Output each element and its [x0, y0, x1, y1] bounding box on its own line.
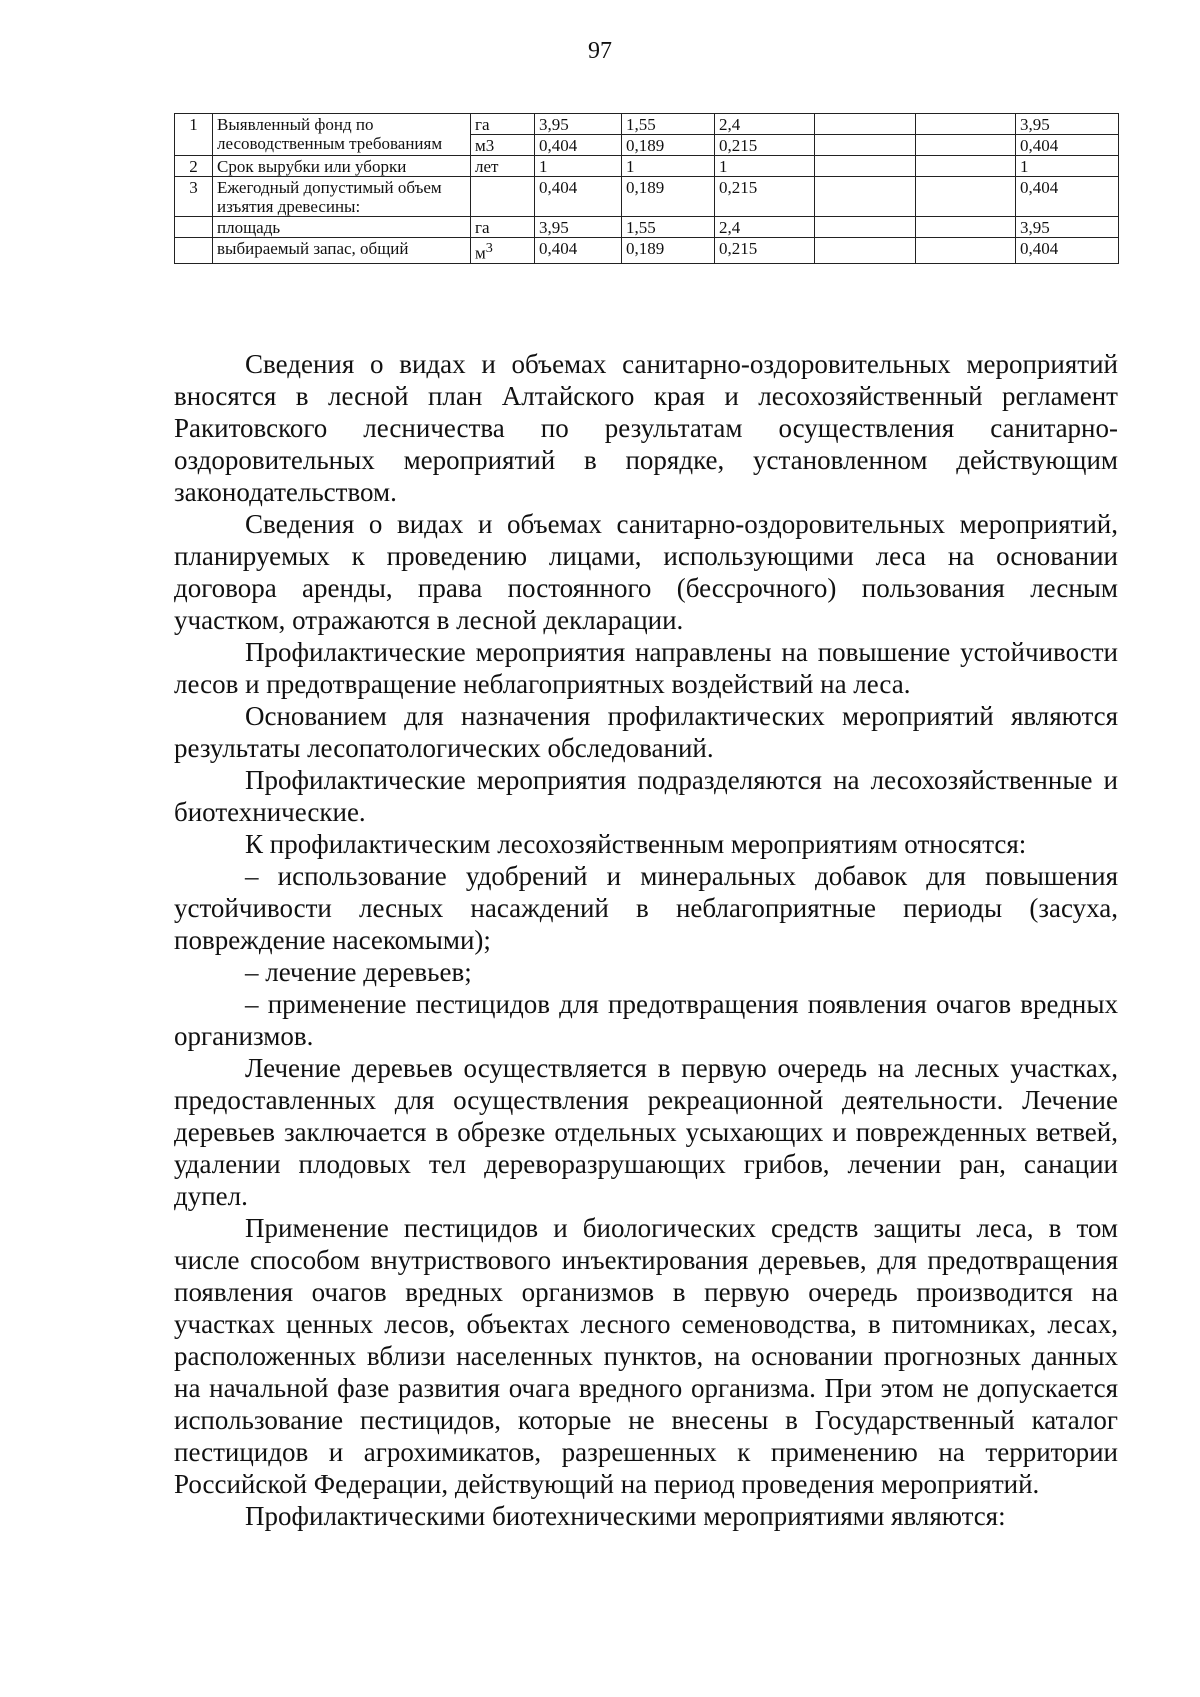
value-cell: 3,95 [535, 217, 622, 238]
value-cell: 1,55 [622, 114, 715, 135]
value-cell: 0,404 [1016, 135, 1119, 156]
paragraph: К профилактическим лесохозяйственным мероприятиям относятся: [245, 829, 1027, 859]
value-cell: 0,189 [622, 135, 715, 156]
table-row [175, 114, 1119, 135]
unit-cell: м3 [471, 135, 535, 156]
value-cell [916, 238, 1016, 264]
row-label: Срок вырубки или уборки [213, 156, 471, 177]
value-cell: 1 [715, 156, 815, 177]
unit-text: м [475, 243, 486, 263]
row-number [175, 238, 213, 264]
row-number: 1 [175, 114, 213, 156]
table-row [175, 156, 1119, 177]
page-number: 97 [588, 38, 612, 64]
row-number: 3 [175, 177, 213, 217]
table-row [175, 238, 1119, 264]
value-cell [916, 114, 1016, 135]
value-cell [815, 238, 916, 264]
value-cell [916, 156, 1016, 177]
unit-cell: лет [471, 156, 535, 177]
unit-cell [471, 238, 535, 264]
row-number [175, 217, 213, 238]
value-cell [815, 156, 916, 177]
value-cell: 0,189 [622, 177, 715, 217]
paragraph: Профилактические мероприятия направлены на повышение устойчивости лесов и предотвращение неблагоприятных воздействий на леса. [174, 637, 1118, 699]
value-cell: 0,404 [535, 177, 622, 217]
list-item: – использование удобрений и минеральных добавок для повышения устойчивости лесных насаждений в неблагоприятные периоды (засуха, повреждение насекомыми); [174, 861, 1118, 955]
value-cell: 0,215 [715, 135, 815, 156]
table-row [175, 217, 1119, 238]
paragraph: Лечение деревьев осуществляется в первую очередь на лесных участках, предоставленных для осуществления рекреационной деятельности. Лечение деревьев заключается в обрезке отдельных усыхающих и поврежденных ветвей, удалении плодовых тел дереворазрушающих грибов, лечении ран, санации дупел. [174, 1053, 1118, 1211]
value-cell: 1 [535, 156, 622, 177]
value-cell [916, 217, 1016, 238]
row-label: площадь [213, 217, 471, 238]
list-item: – применение пестицидов для предотвращения появления очагов вредных организмов. [174, 989, 1118, 1051]
row-label: выбираемый запас, общий [213, 238, 471, 264]
unit-superscript: 3 [485, 240, 493, 256]
value-cell: 0,189 [622, 238, 715, 264]
list-item: – лечение деревьев; [245, 957, 472, 987]
value-cell: 1,55 [622, 217, 715, 238]
value-cell: 3,95 [1016, 114, 1119, 135]
row-label: Выявленный фонд по лесоводственным требованиям [213, 114, 471, 156]
value-cell [815, 217, 916, 238]
unit-cell [471, 177, 535, 217]
value-cell: 0,404 [1016, 177, 1119, 217]
data-table [174, 113, 1119, 264]
paragraph: Сведения о видах и объемах санитарно-оздоровительных мероприятий, планируемых к проведению лицами, использующими леса на основании договора аренды, права постоянного (бессрочного) пользования лесным участком, отражаются в лесной декларации. [174, 509, 1118, 635]
value-cell: 3,95 [1016, 217, 1119, 238]
row-number: 2 [175, 156, 213, 177]
value-cell: 0,404 [535, 135, 622, 156]
paragraph: Профилактические мероприятия подразделяются на лесохозяйственные и биотехнические. [174, 765, 1118, 827]
unit-cell: га [471, 114, 535, 135]
value-cell: 0,404 [535, 238, 622, 264]
value-cell: 2,4 [715, 114, 815, 135]
value-cell: 1 [622, 156, 715, 177]
value-cell [815, 135, 916, 156]
table-row [175, 177, 1119, 217]
value-cell: 0,215 [715, 177, 815, 217]
value-cell: 0,215 [715, 238, 815, 264]
value-cell: 0,404 [1016, 238, 1119, 264]
value-cell: 3,95 [535, 114, 622, 135]
value-cell [916, 177, 1016, 217]
paragraph: Основанием для назначения профилактических мероприятий являются результаты лесопатологических обследований. [174, 701, 1118, 763]
value-cell [815, 114, 916, 135]
value-cell: 1 [1016, 156, 1119, 177]
row-label: Ежегодный допустимый объем изъятия древесины: [213, 177, 471, 217]
value-cell [815, 177, 916, 217]
value-cell [916, 135, 1016, 156]
paragraph: Сведения о видах и объемах санитарно-оздоровительных мероприятий вносятся в лесной план Алтайского края и лесохозяйственный регламент Ракитовского лесничества по результатам осуществления санитарно-оздоровительных мероприятий в порядке, установленном действующим законодательством. [174, 349, 1118, 507]
unit-cell: га [471, 217, 535, 238]
paragraph: Профилактическими биотехническими мероприятиями являются: [245, 1501, 1006, 1531]
body-text [174, 348, 1118, 1532]
paragraph: Применение пестицидов и биологических средств защиты леса, в том числе способом внутриствового инъектирования деревьев, для предотвращения появления очагов вредных организмов в первую очередь производится на участках ценных лесов, объектах лесного семеноводства, в питомниках, лесах, расположенных вблизи населенных пунктов, на основании прогнозных данных на начальной фазе развития очага вредного организма. При этом не допускается использование пестицидов, которые не внесены в Государственный каталог пестицидов и агрохимикатов, разрешенных к применению на территории Российской Федерации, действующий на период проведения мероприятий. [174, 1213, 1118, 1499]
value-cell: 2,4 [715, 217, 815, 238]
